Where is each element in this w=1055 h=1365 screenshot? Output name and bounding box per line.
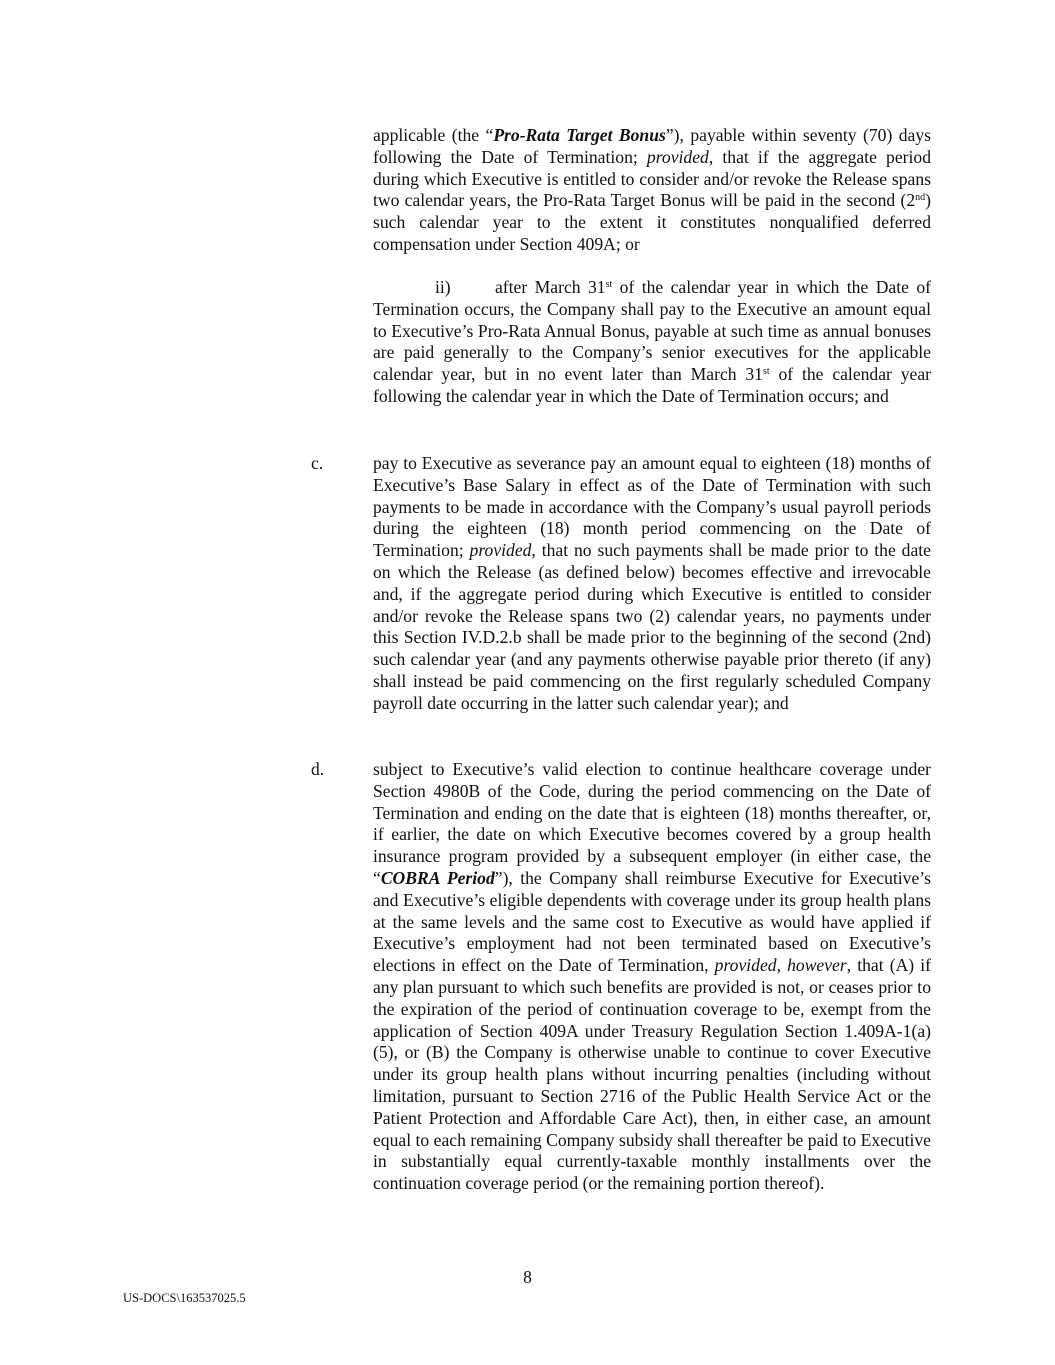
italic-however: however [787,955,847,976]
italic-provided: provided [646,146,709,167]
item-number-ii: ii) [435,277,451,297]
paragraph-pro-rata-target-bonus [373,125,931,256]
page-number: 8 [523,1267,532,1287]
text-run: , that if the aggregate period during which Executive is entitled to consider and/or revoke the Release spans two calendar years, the Pro-Rata Target Bonus will be paid in the second (2 [373,146,931,211]
italic-provided: provided [469,540,532,561]
paragraph-c-severance-pay [373,453,931,715]
text-run: pay to Executive as severance pay an amount equal to eighteen (18) months of Executive’s Base Salary in effect as of the Date of Termination with such payments to be made in accordance with the Company’s usual payroll periods during the eighteen (18) month period commencing on the Date of Termination; [373,453,931,561]
superscript-st: st [762,366,770,378]
paragraph-ii [373,277,931,408]
text-run: of the calendar year following the calendar year in which the Date of Termination occurs; and [373,364,931,406]
text-run: of the calendar year in which the Date of Termination occurs, the Company shall pay to the Executive an amount equal to Executive’s Pro-Rata Annual Bonus, payable at such time as annual bonuses are paid generally to the Company’s senior executives for the applicable calendar year, but in no event later than March 31 [373,277,931,385]
text-run: applicable (the “ [373,125,494,145]
defined-term-cobra-period: COBRA Period [380,867,495,888]
item-marker-d: d. [311,759,325,779]
item-marker-c: c. [311,453,324,473]
text-run: , that no such payments shall be made prior to the date on which the Release (as defined below) becomes effective and irrevocable and, if the aggregate period during which Executive is entitled to consider and/or revoke the Release spans two (2) calendar years, no payments under this Section IV.D.2.b shall be made prior to the beginning of the second (2nd) such calendar year (and any payments otherwise payable prior thereto (if any) shall instead be paid commencing on the first regularly scheduled Company payroll date occurring in the latter such calendar year); and [373,540,931,713]
text-run: ”), payable within seventy (70) days following the Date of Termination; [373,125,931,167]
superscript-nd: nd [915,192,926,204]
text-run: ”), the Company shall reimburse Executive for Executive’s and Executive’s eligible dependents with coverage under its group health plans at the same levels and the same cost to Executive as would have applied if Executive’s employment had not been terminated based on Executive’s elections in effect on the Date of Termination, [373,867,931,976]
text-run: ) such calendar year to the extent it constitutes nonqualified deferred compensation under Section 409A; or [373,190,931,254]
text-run: , [776,955,788,976]
italic-provided: provided [714,955,777,976]
text-run: subject to Executive’s valid election to continue healthcare coverage under Section 4980B of the Code, during the period commencing on the Date of Termination and ending on the date that is eighteen (18) months thereafter, or, if earlier, the date on which Executive becomes covered by a group health insurance program provided by a subsequent employer (in either case, the “ [373,759,931,888]
text-run: , that (A) if any plan pursuant to which such benefits are provided is not, or ceases prior to the expiration of the period of continuation coverage to be, exempt from the application of Section 409A under Treasury Regulation Section 1.409A-1(a)(5), or (B) the Company is otherwise unable to continue to cover Executive under its group health plans without incurring penalties (including without limitation, pursuant to Section 2716 of the Public Health Service Act or the Patient Protection and Affordable Care Act), then, in either case, an amount equal to each remaining Company subsidy shall thereafter be paid to Executive in substantially equal currently-taxable monthly installments over the continuation coverage period (or the remaining portion thereof). [373,955,932,1194]
text-run: after March 31 [495,277,606,297]
document-id: US-DOCS\163537025.5 [123,1291,246,1305]
superscript-st: st [605,279,613,290]
defined-term-pro-rata-target-bonus: Pro-Rata Target Bonus [493,125,666,145]
paragraph-d-cobra-coverage [373,759,931,1195]
